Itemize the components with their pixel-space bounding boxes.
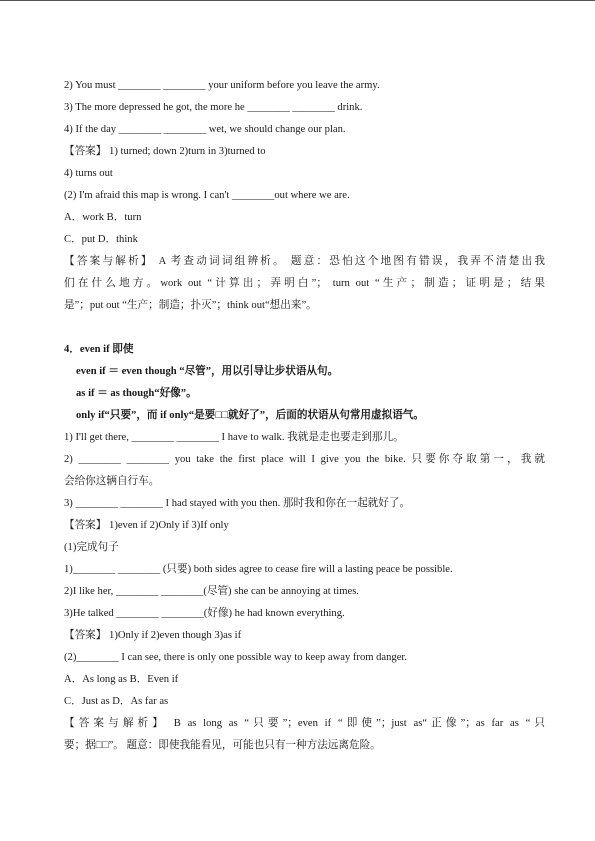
explanation-line-2: 们在什么地方。work out “计算出；弄明白”； turn out “生产；制造；证明是；结果 — [64, 278, 545, 289]
example-2-cont: 会给你这辆自行车。 — [64, 476, 160, 487]
rule-as-if: as if ＝ as though“好像”。 — [76, 388, 197, 399]
option-row-ab-2: A．As long as B．Even if — [64, 674, 179, 685]
answer-line-cont: 4) turns out — [64, 168, 113, 179]
option-row-cd: C．put D．think — [64, 234, 138, 245]
complete-sentence-1: 1)________ ________ (只要) both sides agree to cease fire will a lasting peace be possible. — [64, 564, 453, 575]
complete-sentence-3: 3)He talked ________ ________(好像) he had known everything. — [64, 608, 345, 619]
explanation-line-1: 【答案与解析】 A 考查动词词组辨析。 题意：恐怕这个地图有错误，我弄不清楚出我 — [64, 256, 545, 267]
option-row-cd-2: C．Just as D．As far as — [64, 696, 169, 707]
answer-line-2: 【答案】 1)even if 2)Only if 3)If only — [64, 520, 229, 531]
answer-line: 【答案】 1) turned; down 2)turn in 3)turned to — [64, 146, 266, 157]
exercise-line-3: 3) The more depressed he got, the more he ________ ________ drink. — [64, 102, 363, 113]
exercise-line-4: 4) If the day ________ ________ wet, we should change our plan. — [64, 124, 346, 135]
explanation-line-3: 是”；put out “生产；制造；扑灭”；think out“想出来”。 — [64, 300, 317, 311]
answer-line-3: 【答案】 1)Only if 2)even though 3)as if — [64, 630, 242, 641]
question-2b: (2)________ I can see, there is only one possible way to keep away from danger. — [64, 652, 408, 663]
example-1: 1) I'll get there, ________ ________ I have to walk. 我就是走也要走到那儿。 — [64, 432, 404, 443]
complete-sentence-2: 2)I like her, ________ ________(尽管) she can be annoying at times. — [64, 586, 359, 597]
question-2: (2) I'm afraid this map is wrong. I can't ________out where we are. — [64, 190, 350, 201]
rule-only-if: only if“只要”，而 if only“是要□□就好了”，后面的状语从句常用虚拟语气。 — [76, 410, 424, 421]
rule-even-if: even if ＝ even though “尽管”，用以引导让步状语从句。 — [76, 366, 339, 377]
exercise-heading: (1)完成句子 — [64, 542, 119, 553]
example-2: 2) ________ ________ you take the first place will I give you the bike. 只要你夺取第一，我就 — [64, 454, 545, 465]
example-3: 3) ________ ________ I had stayed with you then. 那时我和你在一起就好了。 — [64, 498, 411, 509]
explanation-2-line-2: 要；据□□”。 题意：即使我能看见，可能也只有一种方法远离危险。 — [64, 740, 381, 751]
section-heading: 4．even if 即使 — [64, 344, 134, 355]
option-row-ab: A．work B．turn — [64, 212, 142, 223]
exercise-line-2: 2) You must ________ ________ your uniform before you leave the army. — [64, 80, 380, 91]
explanation-2-line-1: 【答案与解析】 B as long as “只要”；even if “即使”；just as“正像”；as far as “只 — [64, 718, 545, 729]
